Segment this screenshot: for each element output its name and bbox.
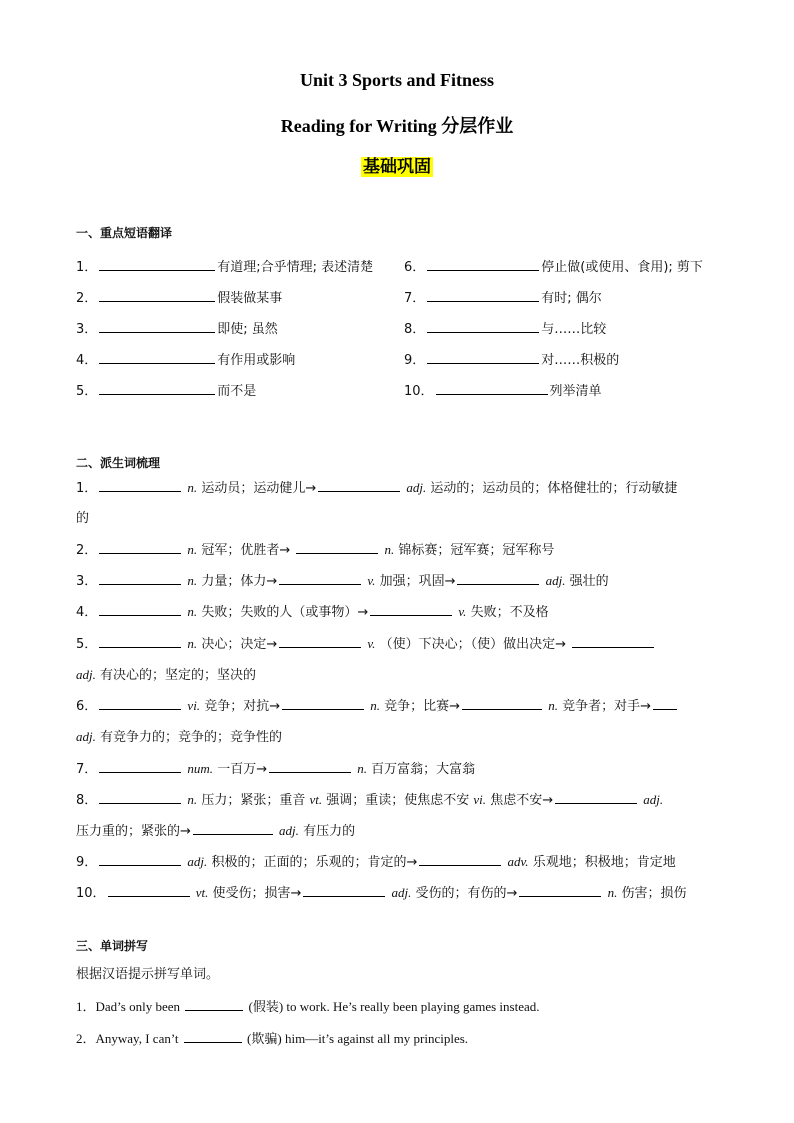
section2-heading: 二、派生词梳理 — [76, 456, 161, 470]
item-text: 竞争；对抗→ — [204, 699, 281, 714]
answer-blank[interactable] — [99, 382, 215, 395]
phrase-item — [76, 351, 295, 370]
answer-blank[interactable] — [99, 572, 181, 585]
phrase-item — [404, 289, 602, 308]
question-text: Anyway, I can’t — [95, 1031, 179, 1046]
item-text: 受伤的；有伤的→ — [415, 886, 518, 901]
item-text: 积极的；正面的；乐观的；肯定的→ — [211, 855, 418, 870]
item-text: 决心；决定→ — [201, 637, 278, 652]
answer-blank[interactable] — [427, 320, 539, 333]
item-text: 乐观地；积极地；肯定地 — [532, 855, 676, 870]
section-level-title — [0, 152, 794, 177]
answer-blank[interactable] — [99, 479, 181, 492]
answer-blank[interactable] — [99, 320, 215, 333]
answer-blank[interactable] — [303, 884, 385, 897]
derivative-item — [76, 853, 676, 872]
pos-label: n. — [607, 885, 618, 900]
pos-label: n. — [357, 761, 367, 776]
answer-blank[interactable] — [436, 382, 548, 395]
answer-blank[interactable] — [427, 289, 539, 302]
item-text: 竞争者；对手→ — [562, 699, 651, 714]
item-number: 8． — [404, 322, 426, 337]
answer-blank[interactable] — [99, 791, 181, 804]
answer-blank[interactable] — [572, 635, 654, 648]
pos-label: vt. — [309, 792, 323, 807]
answer-blank[interactable] — [462, 697, 542, 710]
item-text: 焦虑不安→ — [490, 793, 554, 808]
item-text: 运动员；运动健儿→ — [201, 481, 317, 496]
answer-blank[interactable] — [99, 289, 215, 302]
item-text: 假装做某事 — [217, 291, 283, 306]
item-number: 6． — [76, 699, 98, 714]
answer-blank[interactable] — [99, 697, 181, 710]
item-number: 7． — [404, 291, 426, 306]
item-number: 8． — [76, 793, 98, 808]
phrase-item — [76, 289, 282, 308]
pos-label: n. — [187, 573, 198, 588]
derivative-item — [76, 760, 475, 779]
item-text: 百万富翁；大富翁 — [371, 762, 476, 777]
answer-blank[interactable] — [99, 258, 215, 271]
answer-blank[interactable] — [269, 760, 351, 773]
derivative-item-continued: 的 — [76, 511, 90, 526]
item-text: 即使; 虽然 — [217, 322, 278, 337]
phrase-item — [76, 320, 278, 339]
derivative-item — [76, 541, 554, 560]
item-number: 4． — [76, 353, 98, 368]
answer-blank[interactable] — [99, 541, 181, 554]
item-text: （使）下决心；（使）做出决定→ — [379, 637, 566, 652]
pos-label: adv. — [507, 854, 529, 869]
pos-label: n. — [370, 698, 380, 713]
item-text: 停止做(或使用、食用); 剪下 — [541, 260, 703, 275]
chinese-hint: (假装) — [248, 999, 284, 1014]
derivative-item-continued — [76, 822, 355, 841]
item-number: 10． — [404, 384, 434, 399]
phrase-item — [76, 258, 373, 277]
item-text: 与……比较 — [541, 322, 607, 337]
item-number: 9． — [76, 855, 98, 870]
answer-blank[interactable] — [279, 572, 361, 585]
section3-heading: 三、单词拼写 — [76, 939, 149, 953]
answer-blank[interactable] — [279, 635, 361, 648]
item-number: 2． — [76, 1031, 96, 1046]
pos-label: n. — [187, 604, 198, 619]
answer-blank[interactable] — [99, 635, 181, 648]
derivative-item-continued — [76, 728, 282, 747]
item-text: 伤害；损伤 — [621, 886, 687, 901]
answer-blank[interactable] — [370, 603, 452, 616]
item-number: 1． — [76, 481, 98, 496]
phrase-item — [404, 351, 619, 370]
answer-blank[interactable] — [427, 351, 539, 364]
pos-label: v. — [367, 636, 376, 651]
item-number: 7． — [76, 762, 98, 777]
answer-blank[interactable] — [99, 351, 215, 364]
derivative-item — [76, 479, 677, 498]
answer-blank[interactable] — [108, 884, 190, 897]
pos-label: adj. — [76, 667, 96, 682]
pos-label: n. — [187, 480, 198, 495]
section1-heading: 一、重点短语翻译 — [76, 226, 173, 240]
answer-blank[interactable] — [99, 603, 181, 616]
derivative-item — [76, 791, 663, 810]
chinese-hint: (欺骗) — [247, 1031, 282, 1046]
answer-blank[interactable] — [185, 998, 243, 1011]
item-text: 使受伤；损害→ — [212, 886, 302, 901]
pos-label: n. — [187, 542, 198, 557]
item-text: 竞争；比赛→ — [384, 699, 461, 714]
answer-blank[interactable] — [99, 853, 181, 866]
spelling-question — [76, 1030, 468, 1048]
item-number: 9． — [404, 353, 426, 368]
answer-blank[interactable] — [296, 541, 378, 554]
question-text: him—it’s against all my principles. — [284, 1031, 469, 1046]
answer-blank[interactable] — [282, 697, 364, 710]
section3-instruction: 根据汉语提示拼写单词。 — [76, 967, 220, 982]
question-text: Dad’s only been — [95, 999, 180, 1014]
item-number: 2． — [76, 291, 98, 306]
pos-label: v. — [367, 573, 376, 588]
answer-blank[interactable] — [519, 884, 601, 897]
derivative-item — [76, 572, 609, 591]
subtitle-chinese: 分层作业 — [441, 116, 514, 137]
answer-blank[interactable] — [555, 791, 637, 804]
item-text: 强调；重读；使焦虑不安 — [326, 793, 470, 808]
item-text: 运动的；运动员的；体格健壮的；行动敏捷 — [430, 481, 678, 496]
item-text: 有决心的；坚定的；坚决的 — [100, 668, 257, 683]
pos-label: n. — [187, 636, 198, 651]
item-number: 3． — [76, 322, 98, 337]
item-text: 有时; 偶尔 — [541, 291, 602, 306]
pos-label: adj. — [406, 480, 427, 495]
pos-label: v. — [458, 604, 467, 619]
item-text: 对……积极的 — [541, 353, 620, 368]
highlighted-label: 基础巩固 — [363, 157, 431, 177]
item-text: 有作用或影响 — [217, 353, 296, 368]
item-number: 5． — [76, 384, 98, 399]
pos-label: n. — [548, 698, 558, 713]
answer-blank[interactable] — [318, 479, 400, 492]
item-text: 强壮的 — [569, 574, 609, 589]
item-text: 失败；失败的人（或事物）→ — [201, 605, 369, 620]
pos-label: n. — [384, 542, 395, 557]
answer-blank[interactable] — [99, 760, 181, 773]
derivative-item-continued — [76, 666, 256, 685]
item-number: 1． — [76, 999, 96, 1014]
phrase-item — [404, 320, 606, 339]
phrase-item — [76, 382, 256, 401]
document-title: Unit 3 Sports and Fitness — [299, 70, 495, 90]
item-text: 失败；不及格 — [470, 605, 549, 620]
spelling-question — [76, 998, 540, 1016]
item-number: 3． — [76, 574, 98, 589]
pos-label: vt. — [195, 885, 209, 900]
item-number: 5． — [76, 637, 98, 652]
answer-blank[interactable] — [457, 572, 539, 585]
pos-label: adj. — [391, 885, 412, 900]
phrase-item — [404, 258, 703, 277]
derivative-item — [76, 603, 549, 622]
item-number: 1． — [76, 260, 98, 275]
answer-blank[interactable] — [419, 853, 501, 866]
answer-blank[interactable] — [427, 258, 539, 271]
pos-label: adj. — [76, 729, 96, 744]
item-text: 力量；体力→ — [201, 574, 278, 589]
pos-label: adj. — [187, 854, 208, 869]
item-number: 10． — [76, 886, 106, 901]
answer-blank[interactable] — [653, 697, 677, 710]
pos-label: adj. — [643, 792, 664, 807]
answer-blank[interactable] — [184, 1030, 242, 1043]
pos-label: adj. — [279, 823, 299, 838]
answer-blank[interactable] — [193, 822, 273, 835]
item-number: 4． — [76, 605, 98, 620]
subtitle-english: Reading for Writing — [280, 116, 437, 136]
item-text: 压力重的；紧张的→ — [76, 824, 191, 839]
pos-label: n. — [187, 792, 198, 807]
item-text: 冠军；优胜者→ — [201, 543, 291, 558]
item-text: 而不是 — [217, 384, 257, 399]
derivative-item — [76, 697, 679, 716]
item-text: 加强；巩固→ — [379, 574, 456, 589]
pos-label: adj. — [545, 573, 566, 588]
item-number: 6． — [404, 260, 426, 275]
question-text: to work. He’s really been playing games instead. — [286, 999, 540, 1014]
item-text: 有竞争力的；竞争的；竞争性的 — [100, 730, 283, 745]
item-text: 压力；紧张；重音 — [201, 793, 306, 808]
phrase-item — [404, 382, 602, 401]
item-text: 列举清单 — [549, 384, 602, 399]
item-text: 一百万→ — [217, 762, 268, 777]
pos-label: num. — [187, 761, 214, 776]
pos-label: vi. — [473, 792, 487, 807]
derivative-item — [76, 635, 656, 654]
item-number: 2． — [76, 543, 98, 558]
derivative-item — [76, 884, 686, 903]
item-text: 有压力的 — [303, 824, 356, 839]
pos-label: vi. — [187, 698, 201, 713]
item-text: 锦标赛；冠军赛；冠军称号 — [398, 543, 555, 558]
item-text: 有道理;合乎情理; 表述清楚 — [217, 260, 374, 275]
document-subtitle — [0, 112, 794, 138]
